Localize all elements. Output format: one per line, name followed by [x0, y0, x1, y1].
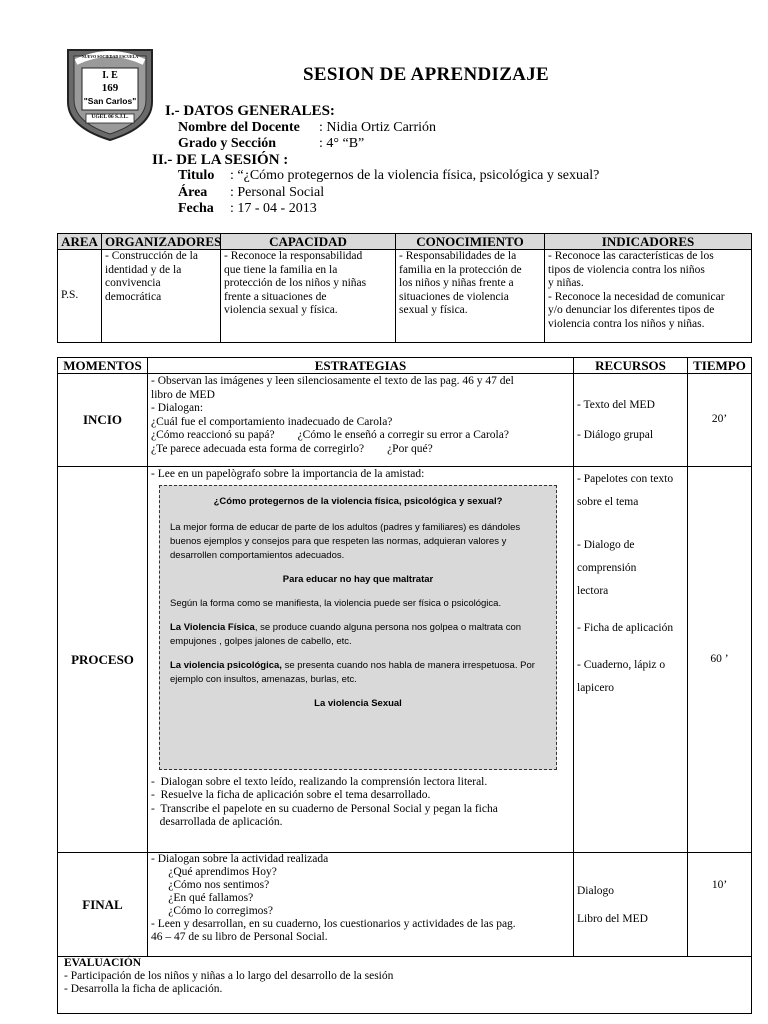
moment-proceso: PROCESO: [58, 467, 148, 853]
logo-bottom-text: UGEL 06 S.J.L.: [91, 114, 129, 120]
col-conocimiento: CONOCIMIENTO: [396, 234, 545, 250]
col-area: AREA: [58, 234, 102, 250]
row-evaluacion: [58, 957, 752, 1014]
recursos-inicio: - Texto del MED - Diálogo grupal: [574, 374, 688, 467]
titulo-value: : “¿Cómo protegernos de la violencia física, psicológica y sexual?: [230, 168, 600, 183]
estrategias-inicio: - Observan las imágenes y leen silenciosamente el texto de las pag. 46 y 47 del libro de MED - Dialogan: ¿Cuál fue el comportamiento inadecuado de Carola? ¿Cómo reaccionó su papá? ¿Cómo le enseñó a corregir su error a Carola? ¿Te parece adecuada esta forma de corregirlo? ¿Por qué?: [148, 374, 574, 467]
recursos-final: Dialogo Libro del MED: [574, 853, 688, 957]
competencias-table: [57, 233, 752, 343]
organizadores-cell: - Construcción de la identidad y de la convivencia democrática: [102, 250, 221, 343]
docente-value: : Nidia Ortiz Carrión: [319, 120, 437, 135]
evaluacion-cell: [58, 957, 752, 1014]
datos-heading: I.- DATOS GENERALES:: [165, 103, 335, 119]
tiempo-final: 10’: [688, 853, 752, 957]
box-sub2: La violencia Sexual: [314, 697, 402, 709]
moment-final: FINAL: [58, 853, 148, 957]
fecha-value: : 17 - 04 - 2013: [230, 201, 317, 216]
area-cell: P.S.: [58, 250, 102, 343]
estrategias-table: [57, 357, 752, 1014]
box-p1: La mejor forma de educar de parte de los adultos (padres y familiares) es dándoles buenos ejemplos y consejos para que respeten las normas, adquieran valores y desarrollen comportamientos adecuados.: [170, 521, 521, 561]
grado-row: [178, 136, 276, 152]
logo-line3: "San Carlos": [83, 96, 137, 106]
docente-label: Nombre del Docente: [178, 120, 300, 135]
row-final: [58, 853, 752, 957]
school-logo: [60, 42, 160, 142]
col-capacidad: CAPACIDAD: [221, 234, 396, 250]
conocimiento-cell: - Responsabilidades de la familia en la protección de los niños y niñas frente a situaciones de violencia sexual y física.: [396, 250, 545, 343]
docente-row: [178, 120, 300, 136]
page-title: SESION DE APRENDIZAJE: [303, 64, 549, 85]
estrategias-proceso: - Lee en un papelògrafo sobre la importancia de la amistad: ¿Cómo protegernos de la violencia física, psicológica y sexual? La mejor forma de educar de parte de los adultos (padres y familiares) es dándoles buenos ejemplos y consejos para que respeten las normas, adquieran valores y desarrollen comportamientos adecuados. Para educar no hay que maltratar Según la forma como se manifiesta, la violencia puede ser física o psicológica. La Violencia Física, se produce cuando alguna persona nos golpea o maltrata con empujones , golpes jalones de cabello, etc. La violencia psicológica, se presenta cuando nos habla de manera irrespetuosa. Por ejemplo con insultos, amenazas, burlas, etc. La violencia Sexual - Dialogan sobre el texto leído, realizando la comprensión lectora literal. - Resuelve la ficha de aplicación sobre el tema desarrollado. - Transcribe el papelote en su cuaderno de Personal Social y pegan la ficha desarrollada de aplicación.: [148, 467, 574, 853]
evaluacion-item: - Desarrolla la ficha de aplicación.: [64, 983, 223, 995]
tiempo-proceso: 60 ’: [688, 467, 752, 853]
box-p4: La violencia psicológica, se presenta cuando nos habla de manera irrespetuosa. Por ejemplo con insultos, amenazas, burlas, etc.: [170, 659, 535, 685]
moment-inicio: INCIO: [58, 374, 148, 467]
estrategias-final: - Dialogan sobre la actividad realizada ¿Qué aprendimos Hoy? ¿Cómo nos sentimos? ¿En qué fallamos? ¿Cómo lo corregimos? - Leen y desarrollan, en su cuaderno, los cuestionarios y actividades de las pag. 46 – 47 de su libro de Personal Social.: [148, 853, 574, 957]
proceso-intro: - Lee en un papelògrafo sobre la importancia de la amistad:: [151, 468, 425, 480]
col-indicadores: INDICADORES: [545, 234, 752, 250]
fecha-label: Fecha: [178, 201, 214, 216]
area-value: : Personal Social: [230, 185, 325, 200]
col-recursos: RECURSOS: [574, 358, 688, 374]
box-p2: Según la forma como se manifiesta, la violencia puede ser física o psicológica.: [170, 597, 502, 609]
evaluacion-heading: EVALUACIÓN: [64, 957, 142, 969]
logo-line1: I. E: [102, 70, 118, 81]
col-momentos: MOMENTOS: [58, 358, 148, 374]
area-label: Área: [178, 185, 208, 200]
box-p3: La Violencia Física, se produce cuando alguna persona nos golpea o maltrata con empujones , golpes jalones de cabello, etc.: [170, 621, 522, 647]
box-title: ¿Cómo protegernos de la violencia física, psicológica y sexual?: [213, 495, 503, 507]
row-proceso: [58, 467, 752, 853]
sesion-heading: II.- DE LA SESIÓN :: [152, 152, 289, 168]
logo-top-text: NUEVO SOCIEDAD ESCUELA: [81, 54, 139, 59]
recursos-proceso: - Papelotes con texto sobre el tema - Dialogo de comprensión lectora - Ficha de aplicación - Cuaderno, lápiz o lapicero: [574, 467, 688, 853]
titulo-label: Titulo: [178, 168, 215, 183]
papelografo-box: [159, 485, 557, 770]
row-inicio: [58, 374, 752, 467]
col-organizadores: ORGANIZADORES: [102, 234, 221, 250]
col-estrategias: ESTRATEGIAS: [148, 358, 574, 374]
logo-line2: 169: [101, 82, 119, 94]
capacidad-cell: - Reconoce la responsabilidad que tiene la familia en la protección de los niños y niñas frente a situaciones de violencia sexual y física.: [221, 250, 396, 343]
grado-label: Grado y Sección: [178, 136, 276, 151]
box-sub1: Para educar no hay que maltratar: [282, 573, 434, 585]
indicadores-cell: - Reconoce las características de los tipos de violencia contra los niños y niñas. - Reconoce la necesidad de comunicar y/o denunciar los diferentes tipos de violencia contra los niños y niñas.: [545, 250, 752, 343]
tiempo-inicio: 20’: [688, 374, 752, 467]
evaluacion-item: - Participación de los niños y niñas a lo largo del desarrollo de la sesión: [64, 970, 394, 982]
col-tiempo: TIEMPO: [688, 358, 752, 374]
grado-value: : 4° “B”: [319, 136, 365, 151]
